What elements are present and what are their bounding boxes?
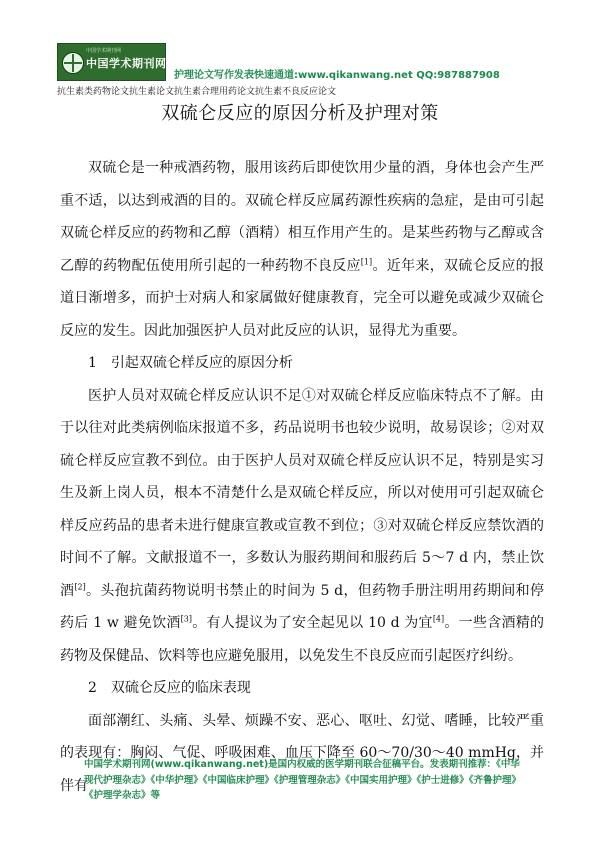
article-title: 双硫仑反应的原因分析及护理对策 — [161, 103, 439, 124]
section-1-text: 医护人员对双硫仑样反应认识不足①对双硫仑样反应临床特点不了解。由于以往对此类病例临床报道不多，药品说明书也较少说明，故易误诊；②对双硫仑样反应宣教不到位。由于医护人员对双硫仑样反应认识不足，特别是实习生及新上岗人员，根本不清楚什么是双硫仑样反应，所以对使用可引起双硫仑样反应药品的患者未进行健康宣教或宣教不到位；③对双硫仑样反应禁饮酒的时间不了解。文献报道不一，多数认为服药期间和服药后 5～7 d 内，禁止饮酒 — [60, 387, 544, 599]
globe-icon — [62, 52, 84, 74]
section-1-heading: 1 引起双硫仑样反应的原因分析 — [88, 355, 293, 371]
footer-promo[interactable] — [84, 757, 524, 804]
article-body — [60, 152, 544, 802]
intro-paragraph — [60, 152, 544, 347]
section-2-paragraph: 面部潮红、头痛、头晕、烦躁不安、恶心、呕吐、幻觉、嗜睡，比较严重的表现有：胸闷、气促、呼吸困难、血压下降至 60～70/30～40 mmHg，并伴有 — [60, 712, 544, 794]
section-1-text-4: 。一些含酒精的药物及保健品、饮料等也应避免服用，以免发生不良反应而引起医疗纠纷。 — [60, 615, 544, 664]
citation-1[interactable]: [1] — [360, 256, 373, 266]
logo-tagline: 中国学术期刊网 — [86, 48, 122, 54]
intro-text: 双硫仑是一种戒酒药物，服用该药后即使饮用少量的酒，身体也会产生严重不适，以达到戒酒的目的。双硫仑样反应属药源性疾病的急症，是由可引起双硫仑样反应的药物和乙醇（酒精）相互作用产生的。是某些药物与乙醇或含乙醇的药物配伍使用所引起的一种药物不良反应 — [60, 160, 544, 274]
section-2-heading: 2 双硫仑反应的临床表现 — [88, 680, 251, 696]
intro-text-cont: 。近年来，双硫仑反应的报道日渐增多，而护士对病人和家属做好健康教育，完全可以避免或减少双硫仑反应的发生。因此加强医护人员对此反应的认识，显得尤为重要。 — [60, 257, 544, 339]
keywords-line: 抗生素类药物论文抗生素论文抗生素合理用药论文抗生素不良反应论文 — [57, 87, 337, 97]
section-1-text-3: 。有人提议为了安全起见以 10 d 为宜 — [191, 615, 433, 631]
citation-3[interactable]: [3] — [180, 614, 192, 624]
citation-4[interactable]: [4] — [432, 614, 445, 624]
logo-name: 中国学术期刊网 — [86, 57, 167, 70]
promo-banner[interactable]: 护理论文写作发表快速通道:www.qikanwang.net QQ:987887908 — [174, 70, 500, 81]
site-logo[interactable] — [57, 43, 166, 81]
section-1-text-2: 。头孢抗菌药物说明书禁止的时间为 5 d，但药物手册注明用药期间和停药后 1 w 避免饮酒 — [60, 582, 544, 631]
citation-2[interactable]: [2] — [74, 581, 86, 591]
footer-text: 中国学术期刊网(www.qikanwang.net)是国内权威的医学期刊联合征稿平台。发表期刊推荐：《中华现代护理杂志》《中华护理》《中国临床护理》《护理管理杂志》《中国实用护理》《护士进修》《齐鲁护理》《护理学杂志》等 — [84, 759, 522, 801]
section-1-paragraph — [60, 380, 544, 673]
